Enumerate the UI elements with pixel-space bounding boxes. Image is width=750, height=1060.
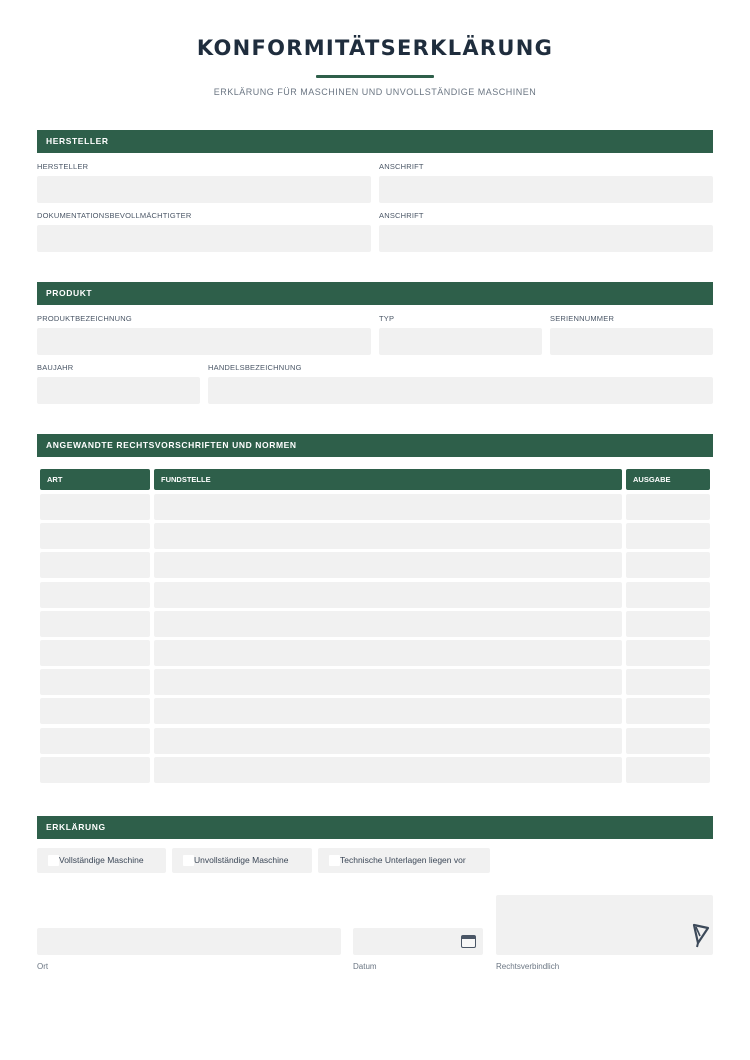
hersteller-field[interactable] (37, 176, 371, 203)
anschrift2-label: ANSCHRIFT (379, 211, 424, 220)
table-cell-art[interactable] (40, 669, 150, 695)
section-header-erklaerung: ERKLÄRUNG (37, 816, 713, 839)
table-cell-fundstelle[interactable] (154, 757, 622, 783)
hersteller-label: HERSTELLER (37, 162, 89, 171)
option-unvollstaendige-maschine[interactable] (172, 848, 312, 873)
handelsbezeichnung-label: HANDELSBEZEICHNUNG (208, 363, 302, 372)
table-cell-ausgabe[interactable] (626, 640, 710, 666)
section-header-produkt: PRODUKT (37, 282, 713, 305)
produktbezeichnung-field[interactable] (37, 328, 371, 355)
baujahr-field[interactable] (37, 377, 200, 404)
section-header-hersteller: HERSTELLER (37, 130, 713, 153)
calendar-icon[interactable] (461, 935, 476, 948)
anschrift-label: ANSCHRIFT (379, 162, 424, 171)
produktbezeichnung-label: PRODUKTBEZEICHNUNG (37, 314, 132, 323)
handelsbezeichnung-field[interactable] (208, 377, 713, 404)
table-cell-art[interactable] (40, 523, 150, 549)
table-cell-fundstelle[interactable] (154, 669, 622, 695)
table-cell-art[interactable] (40, 552, 150, 578)
option-technische-unterlagen[interactable] (318, 848, 490, 873)
anschrift-field[interactable] (379, 176, 713, 203)
typ-label: TYP (379, 314, 395, 323)
datum-label: Datum (353, 962, 377, 971)
table-cell-fundstelle[interactable] (154, 698, 622, 724)
table-cell-fundstelle[interactable] (154, 611, 622, 637)
option-label: Technische Unterlagen liegen vor (340, 855, 466, 865)
table-cell-ausgabe[interactable] (626, 582, 710, 608)
anschrift2-field[interactable] (379, 225, 713, 252)
title-underline (316, 75, 434, 78)
typ-field[interactable] (379, 328, 542, 355)
column-header-ausgabe: AUSGABE (626, 469, 710, 490)
table-cell-fundstelle[interactable] (154, 494, 622, 520)
checkbox[interactable] (329, 855, 340, 866)
section-header-normen: ANGEWANDTE RECHTSVORSCHRIFTEN UND NORMEN (37, 434, 713, 457)
table-cell-ausgabe[interactable] (626, 669, 710, 695)
table-cell-ausgabe[interactable] (626, 552, 710, 578)
baujahr-label: BAUJAHR (37, 363, 74, 372)
page-subtitle: ERKLÄRUNG FÜR MASCHINEN UND UNVOLLSTÄNDIGE MASCHINEN (213, 87, 537, 97)
table-cell-ausgabe[interactable] (626, 523, 710, 549)
checkbox[interactable] (48, 855, 59, 866)
table-cell-fundstelle[interactable] (154, 640, 622, 666)
table-cell-ausgabe[interactable] (626, 728, 710, 754)
column-header-art: ART (40, 469, 150, 490)
table-cell-art[interactable] (40, 728, 150, 754)
option-vollstaendige-maschine[interactable] (37, 848, 166, 873)
table-cell-fundstelle[interactable] (154, 523, 622, 549)
table-cell-art[interactable] (40, 582, 150, 608)
signature-field[interactable] (496, 895, 713, 955)
bevollmaechtigter-field[interactable] (37, 225, 371, 252)
table-cell-ausgabe[interactable] (626, 698, 710, 724)
table-cell-art[interactable] (40, 698, 150, 724)
page-title: KONFORMITÄTSERKLÄRUNG (196, 36, 554, 60)
bevollmaechtigter-label: DOKUMENTATIONSBEVOLLMÄCHTIGTER (37, 211, 192, 220)
seriennummer-field[interactable] (550, 328, 713, 355)
table-cell-art[interactable] (40, 494, 150, 520)
table-cell-ausgabe[interactable] (626, 757, 710, 783)
table-cell-art[interactable] (40, 640, 150, 666)
table-cell-fundstelle[interactable] (154, 728, 622, 754)
option-label: Unvollständige Maschine (194, 855, 289, 865)
signature-label: Rechtsverbindlich (496, 962, 560, 971)
column-header-fundstelle: FUNDSTELLE (154, 469, 622, 490)
table-cell-ausgabe[interactable] (626, 611, 710, 637)
table-cell-fundstelle[interactable] (154, 552, 622, 578)
seriennummer-label: SERIENNUMMER (550, 314, 615, 323)
table-cell-ausgabe[interactable] (626, 494, 710, 520)
table-cell-art[interactable] (40, 611, 150, 637)
ort-label: Ort (37, 962, 49, 971)
checkbox[interactable] (183, 855, 194, 866)
table-cell-fundstelle[interactable] (154, 582, 622, 608)
ort-field[interactable] (37, 928, 341, 955)
pen-icon (692, 923, 710, 949)
table-cell-art[interactable] (40, 757, 150, 783)
option-label: Vollständige Maschine (59, 855, 144, 865)
